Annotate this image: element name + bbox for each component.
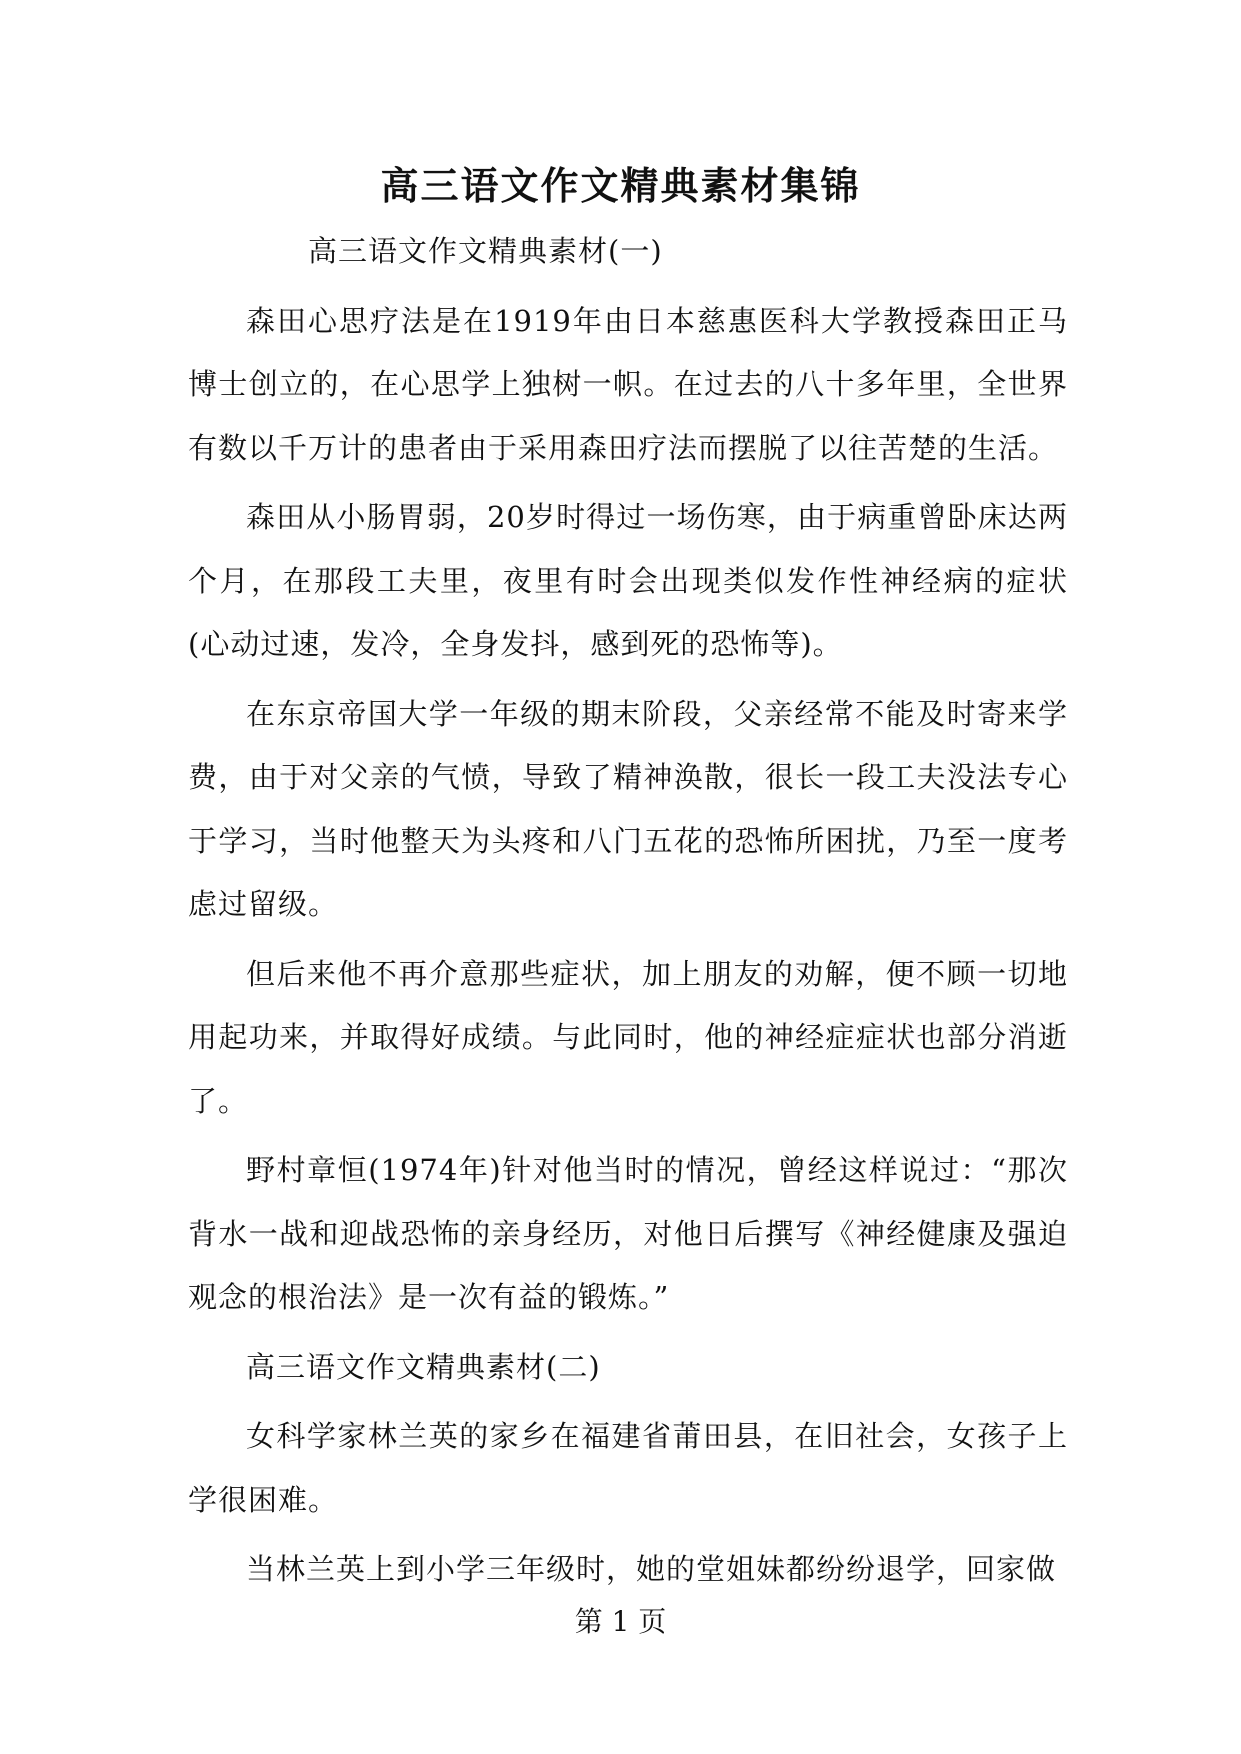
document-body — [188, 220, 1068, 1602]
section-heading-2: 高三语文作文精典素材(二) — [246, 1349, 601, 1384]
page-number: 第 1 页 — [574, 1605, 667, 1638]
paragraph: 森田从小肠胃弱，20岁时得过一场伤寒，由于病重曾卧床达两个月，在那段工夫里，夜里有时会出现类似发作性神经病的症状(心动过速，发冷，全身发抖，感到死的恐怖等)。 — [188, 500, 1068, 661]
section-heading-1: 高三语文作文精典素材(一) — [308, 234, 663, 268]
paragraph: 野村章恒(1974年)针对他当时的情况，曾经这样说过：“那次背水一战和迎战恐怖的亲身经历，对他日后撰写《神经健康及强迫观念的根治法》是一次有益的锻炼。” — [188, 1153, 1068, 1314]
paragraph: 在东京帝国大学一年级的期末阶段，父亲经常不能及时寄来学费，由于对父亲的气愤，导致了精神涣散，很长一段工夫没法专心于学习，当时他整天为头疼和八门五花的恐怖所困扰，乃至一度考虑过留级。 — [188, 696, 1068, 921]
document-title: 高三语文作文精典素材集锦 — [380, 163, 861, 208]
paragraph: 当林兰英上到小学三年级时，她的堂姐妹都纷纷退学，回家做 — [246, 1552, 1057, 1586]
paragraph: 森田心思疗法是在1919年由日本慈惠医科大学教授森田正马博士创立的，在心思学上独树一帜。在过去的八十多年里，全世界有数以千万计的患者由于采用森田疗法而摆脱了以往苦楚的生活。 — [188, 303, 1068, 465]
paragraph: 女科学家林兰英的家乡在福建省莆田县，在旧社会，女孩子上学很困难。 — [188, 1419, 1068, 1517]
paragraph: 但后来他不再介意那些症状，加上朋友的劝解，便不顾一切地用起功来，并取得好成绩。与此同时，他的神经症症状也部分消逝了。 — [188, 956, 1068, 1118]
